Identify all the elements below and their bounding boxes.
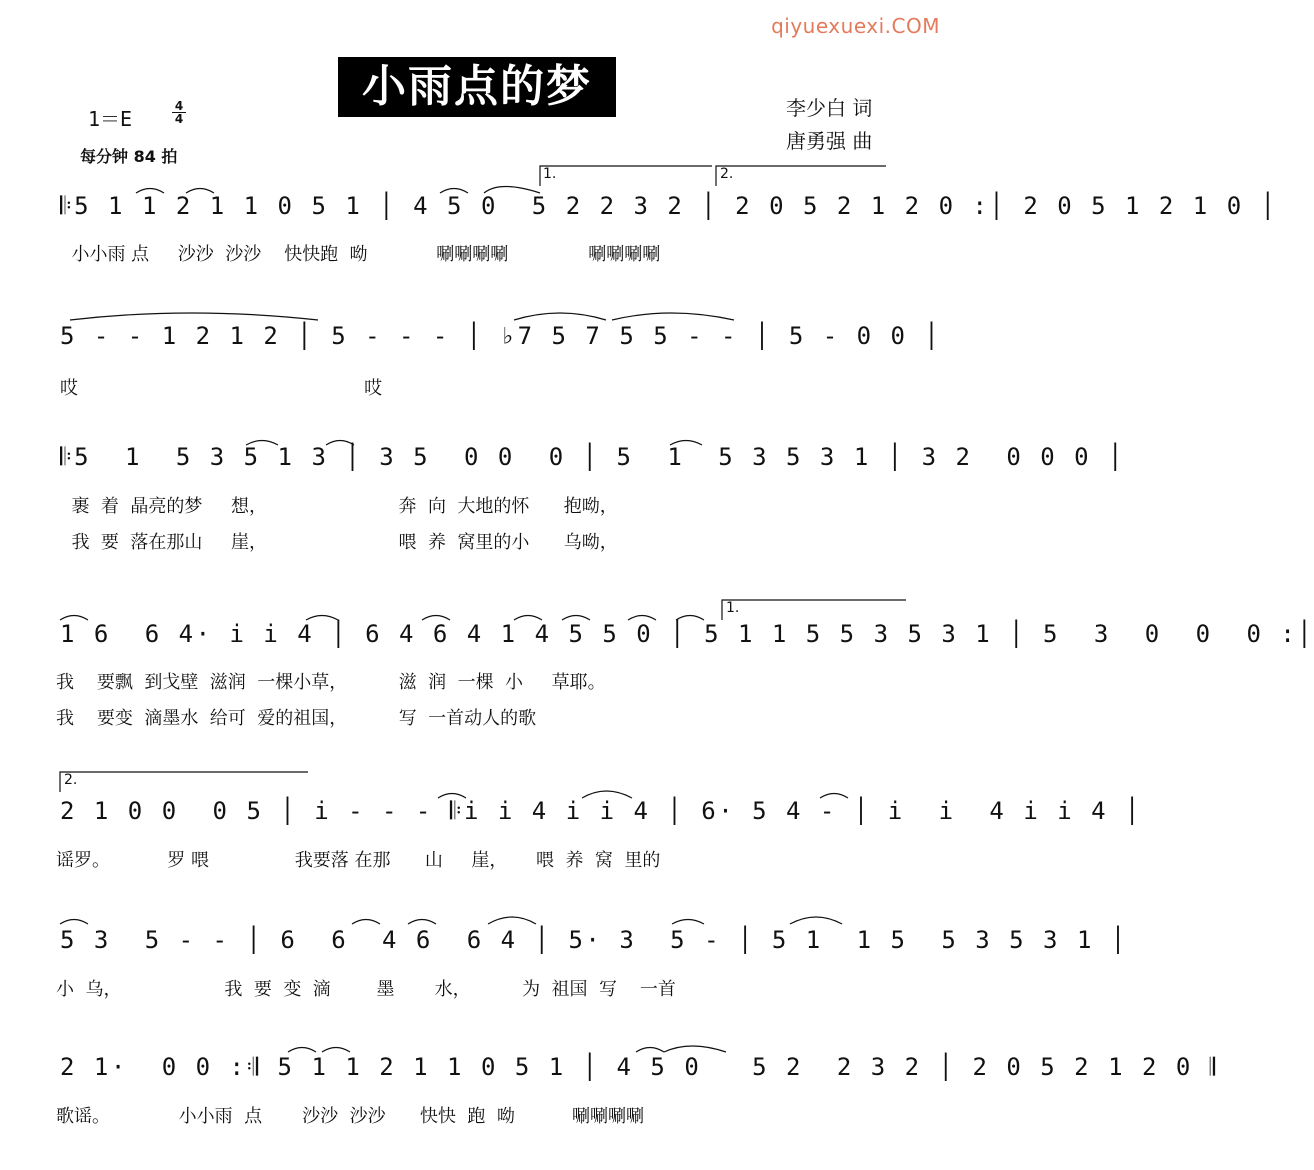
lyrics-row-3-verse-2: 我 要 落在那山 崖， 喂 养 窝里的小 乌呦， [60,532,618,553]
notation-row-5: 2 1 0 0 0 5 │ i - - - 𝄆i i 4 i i 4 │ 6· 5 4 - │ i i 4 i i 4 │ [60,797,1142,825]
notation-row-7: 2 1· 0 0 :𝄇 5 1 1 2 1 1 0 5 1 │ 4 5 0 5 2 2 3 2 │ 2 0 5 2 1 2 0 𝄂 [60,1053,1218,1081]
lyrics-row-4-verse-2: 我 要变 滴墨水 给可 爱的祖国， 写 一首动人的歌 [56,708,537,729]
notation-row-3: 𝄆5 1 5 3 5 1 3 │ 3 5 0 0 0 │ 5 1 5 3 5 3 1 │ 3 2 0 0 0 │ [60,443,1126,471]
lyricist-credit: 李少白 词 [786,96,873,120]
notation-row-1: 𝄆5 1 1 2 1 1 0 5 1 │ 4 5 0 5 2 2 3 2 │ 2 0 5 2 1 2 0 :│ 2 0 5 1 2 1 0 │ [60,192,1278,220]
lyrics-row-5-verse-1: 谣罗。 罗 喂 我要落 在那 山 崖， 喂 养 窝 里的 [56,850,661,871]
lyrics-row-4-verse-1: 我 要飘 到戈壁 滋润 一棵小草， 滋 润 一棵 小 草耶。 [56,672,606,693]
notation-row-6: 5 3 5 - - │ 6 6 4 6 6 4 │ 5· 3 5 - │ 5 1 1 5 5 3 5 3 1 │ [60,926,1128,954]
site-watermark: qiyuexuexi.COM [771,14,940,38]
volta-1-label-b: 1. [726,600,740,616]
tempo-marking: 每分钟 84 拍 [80,147,178,166]
notation-row-4: 1 6 6 4· i i 4 │ 6 4 6 4 1 4 5 5 0 │ 5 1 1 5 5 3 5 3 1 │ 5 3 0 0 0 :│ [60,620,1314,648]
time-sig-top: 4 [172,100,186,113]
lyrics-row-7-verse-1: 歌谣。 小小雨 点 沙沙 沙沙 快快 跑 呦 唰唰唰唰 [56,1106,645,1127]
notation-row-2: 5 - - 1 2 1 2 │ 5 - - - │ ♭7 5 7 5 5 - - │ 5 - 0 0 │ [60,322,942,350]
volta-2-label: 2. [720,166,734,182]
volta-2-label-b: 2. [64,772,78,788]
time-sig-bottom: 4 [174,112,184,126]
song-title: 小雨点的梦 [362,61,592,112]
composer-credit: 唐勇强 曲 [786,129,873,153]
lyrics-row-1-verse-1: 小小雨 点 沙沙 沙沙 快快跑 呦 唰唰唰唰 唰唰唰唰 [60,244,661,265]
volta-1-label: 1. [543,166,557,182]
lyrics-row-6-verse-1: 小 乌， 我 要 变 滴 墨 水， 为 祖国 写 一首 [56,979,676,1000]
lyrics-row-3-verse-1: 裹 着 晶亮的梦 想， 奔 向 大地的怀 抱呦， [60,496,618,517]
key-signature: 1＝E [88,107,133,131]
lyrics-row-2-verse-1: 哎 哎 [60,378,383,399]
